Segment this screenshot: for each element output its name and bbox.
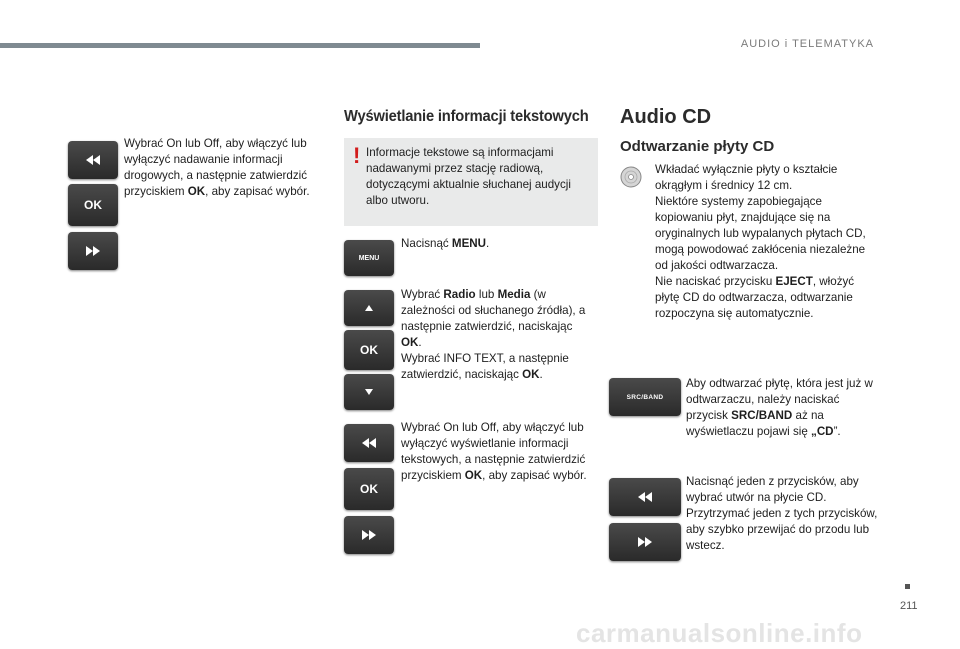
warning-text: Informacje tekstowe są informacjami nadawanymi przez stację radiową, dotyczącymi aktualnie słuchanej audycji albo utworu. bbox=[366, 146, 571, 207]
arrow-up-icon bbox=[365, 305, 373, 311]
traffic-info-instruction: Wybrać On lub Off, aby włączyć lub wyłączyć nadawanie informacji drogowych, a następnie zatwierdzić przyciskiem OK, aby zapisać wybór. bbox=[124, 137, 310, 198]
up-button[interactable] bbox=[344, 290, 394, 326]
cd-playback-subheading: Odtwarzanie płyty CD bbox=[620, 138, 775, 155]
audio-cd-heading: Audio CD bbox=[620, 106, 712, 128]
menu-label: MENU bbox=[358, 254, 380, 262]
rewind-button-middle[interactable] bbox=[344, 424, 394, 462]
watermark: carmanualsonline.info bbox=[576, 618, 863, 648]
ok-button-middle[interactable] bbox=[344, 330, 394, 370]
select-cd-source-instruction: Aby odtwarzać płytę, która jest już w odtwarzaczu, należy naciskać przycisk SRC/BAND aż na wyświetlaczu pojawi się „CD”. bbox=[686, 377, 873, 438]
text-info-heading: Wyświetlanie informacji tekstowych bbox=[344, 108, 589, 125]
rewind-button[interactable] bbox=[68, 141, 118, 179]
rewind-icon bbox=[86, 155, 100, 165]
forward-button[interactable] bbox=[68, 232, 118, 270]
track-select-instructions: Nacisnąć jeden z przycisków, aby wybrać utwór na płycie CD. Przytrzymać jeden z tych przycisków, aby szybko przewijać do przodu lub wstecz. bbox=[686, 475, 878, 552]
section-title: AUDIO i TELEMATYKA bbox=[740, 38, 874, 50]
src-band-button[interactable] bbox=[609, 378, 681, 416]
ok-button[interactable] bbox=[68, 184, 118, 226]
ok-label: OK bbox=[360, 482, 378, 496]
rewind-button-right[interactable] bbox=[609, 478, 681, 516]
rewind-icon bbox=[362, 438, 376, 448]
forward-icon bbox=[638, 537, 652, 547]
step-toggle-text-info: Wybrać On lub Off, aby włączyć lub wyłączyć wyświetlanie informacji tekstowych, a następnie zatwierdzić przyciskiem OK, aby zapisać wybór. bbox=[401, 421, 587, 482]
warning-box bbox=[344, 138, 598, 226]
forward-icon bbox=[362, 530, 376, 540]
page-number: 211 bbox=[900, 600, 918, 612]
down-button[interactable] bbox=[344, 374, 394, 410]
header-bar bbox=[0, 43, 480, 48]
ok-button-middle-2[interactable] bbox=[344, 468, 394, 510]
page-marker bbox=[905, 584, 910, 589]
forward-button-middle[interactable] bbox=[344, 516, 394, 554]
step-press-menu: Nacisnąć MENU. bbox=[401, 237, 490, 250]
arrow-down-icon bbox=[365, 389, 373, 395]
rewind-icon bbox=[638, 492, 652, 502]
forward-button-right[interactable] bbox=[609, 523, 681, 561]
step-select-source: Wybrać Radio lub Media (w zależności od słuchanego źródła), a następnie zatwierdzić, naciskając OK. Wybrać INFO TEXT, a następnie zatwierdzić, naciskając OK. bbox=[401, 288, 586, 381]
cd-insert-instructions: Wkładać wyłącznie płyty o kształcie okrągłym i średnicy 12 cm. Niektóre systemy zapobiegające kopiowaniu płyt, znajdujące się na oryginalnych lub wypalanych płytach CD, mogą powodować zakłócenia niezależne od jakości odtwarzacza. Nie naciskać przycisku EJECT, włożyć płytę CD do odtwarzacza, odtwarzanie rozpoczyna się automatycznie. bbox=[655, 163, 866, 320]
warning-icon: ! bbox=[353, 143, 361, 168]
cd-icon bbox=[620, 166, 642, 188]
ok-label: OK bbox=[84, 198, 102, 212]
src-band-label: SRC/BAND bbox=[626, 393, 664, 401]
menu-button[interactable] bbox=[344, 240, 394, 276]
ok-label: OK bbox=[360, 343, 378, 357]
forward-icon bbox=[86, 246, 100, 256]
